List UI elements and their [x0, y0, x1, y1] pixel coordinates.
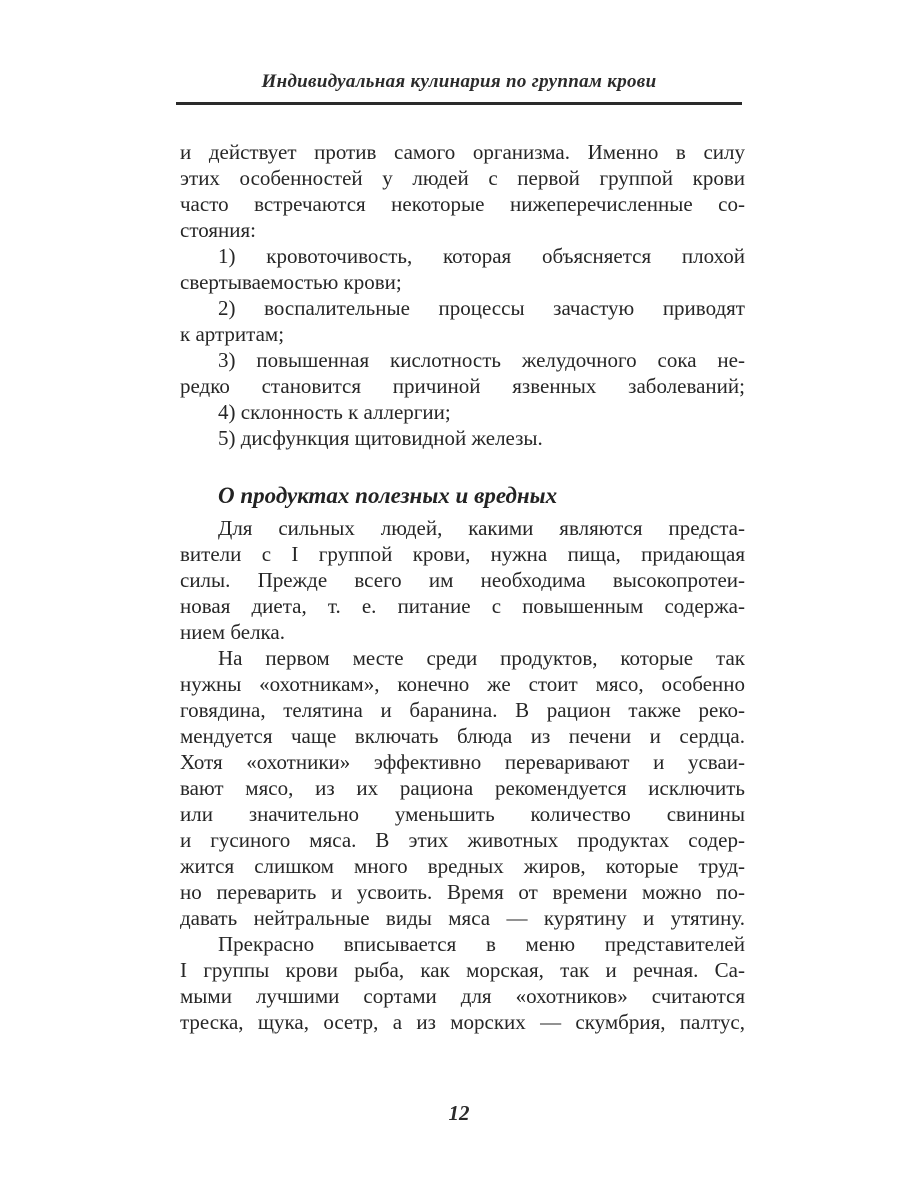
text-line: свертываемостью крови;: [180, 270, 402, 294]
text-line: говядина, телятина и баранина. В рацион также реко-: [180, 698, 745, 722]
text-line: этих особенностей у людей с первой группой крови: [180, 166, 745, 190]
running-header: Индивидуальная кулинария по группам крови: [261, 71, 657, 92]
text-line: нием белка.: [180, 620, 285, 644]
text-line: и действует против самого организма. Именно в силу: [180, 140, 745, 164]
text-line: новая диета, т. е. питание с повышенным содержа-: [180, 594, 745, 618]
text-line: I группы крови рыба, как морская, так и речная. Са-: [180, 958, 745, 982]
text-line: Прекрасно вписывается в меню представителей: [218, 932, 745, 956]
text-line: редко становится причиной язвенных заболеваний;: [180, 374, 745, 398]
text-line: стояния:: [180, 218, 256, 242]
text-line: 3) повышенная кислотность желудочного сока не-: [218, 348, 745, 372]
text-line: 5) дисфункция щитовидной железы.: [218, 426, 543, 450]
text-line: вители с I группой крови, нужна пища, придающая: [180, 542, 745, 566]
text-line: 1) кровоточивость, которая объясняется плохой: [218, 244, 745, 268]
text-line: давать нейтральные виды мяса — курятину и утятину.: [180, 906, 745, 930]
text-line: но переварить и усвоить. Время от времени можно по-: [180, 880, 745, 904]
text-line: Хотя «охотники» эффективно переваривают и усваи-: [180, 750, 745, 774]
text-line: к артритам;: [180, 322, 285, 346]
body-text: [180, 139, 745, 1035]
text-line: силы. Прежде всего им необходима высокопротеи-: [180, 568, 745, 592]
text-line: 2) воспалительные процессы зачастую приводят: [218, 296, 745, 320]
text-line: 4) склонность к аллергии;: [218, 400, 451, 424]
text-line: треска, щука, осетр, а из морских — скумбрия, палтус,: [180, 1010, 745, 1034]
text-line: нужны «охотникам», конечно же стоит мясо, особенно: [180, 672, 745, 696]
text-line: На первом месте среди продуктов, которые так: [218, 646, 745, 670]
text-line: мыми лучшими сортами для «охотников» считаются: [180, 984, 745, 1008]
text-line: или значительно уменьшить количество свинины: [180, 802, 745, 826]
text-line: и гусиного мяса. В этих животных продуктах содер-: [180, 828, 745, 852]
text-line: часто встречаются некоторые нижеперечисленные со-: [180, 192, 745, 216]
header-rule: [176, 102, 742, 105]
page-number: 12: [448, 1101, 470, 1125]
text-line: вают мясо, из их рациона рекомендуется исключить: [180, 776, 745, 800]
text-line: Для сильных людей, какими являются предста-: [218, 516, 745, 540]
section-heading: О продуктах полезных и вредных: [218, 483, 558, 508]
text-line: мендуется чаще включать блюда из печени и сердца.: [180, 724, 745, 748]
text-line: жится слишком много вредных жиров, которые труд-: [180, 854, 745, 878]
